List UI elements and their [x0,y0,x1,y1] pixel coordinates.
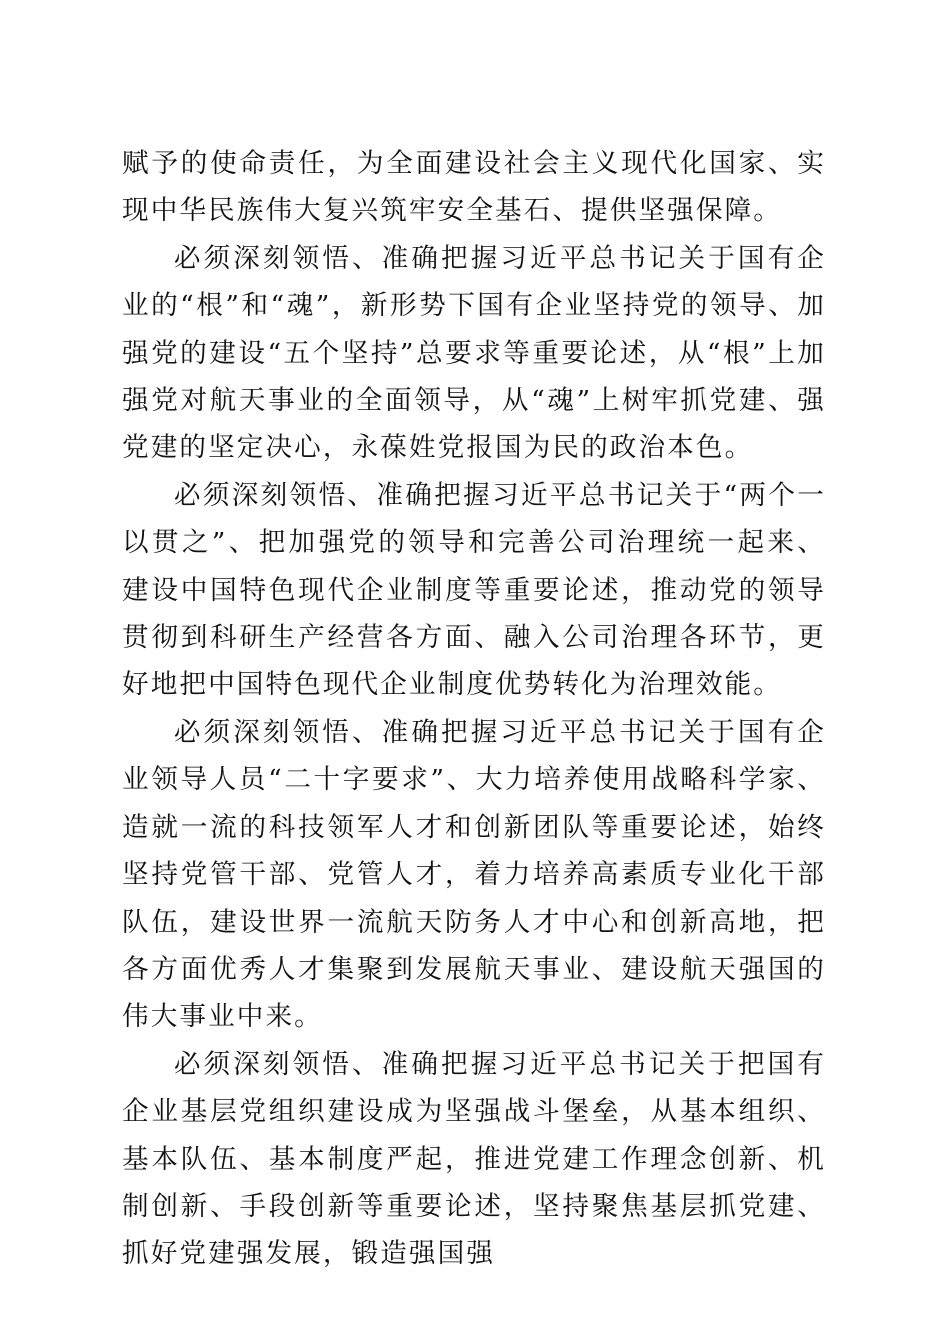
paragraph-4: 必须深刻领悟、准确把握习近平总书记关于国有企业领导人员“二十字要求”、大力培养使用战略科学家、造就一流的科技领军人才和创新团队等重要论述，始终坚持党管干部、党管人才，着力培养高素质专业化干部队伍，建设世界一流航天防务人才中心和创新高地，把各方面优秀人才集聚到发展航天事业、建设航天强国的伟大事业中来。 [122,716,826,1033]
paragraph-5: 必须深刻领悟、准确把握习近平总书记关于把国有企业基层党组织建设成为坚强战斗堡垒，从基本组织、基本队伍、基本制度严起，推进党建工作理念创新、机制创新、手段创新等重要论述，坚持聚焦基层抓党建、抓好党建强发展，锻造强国强 [122,1048,826,1270]
paragraph-2: 必须深刻领悟、准确把握习近平总书记关于国有企业的“根”和“魂”，新形势下国有企业坚持党的领导、加强党的建设“五个坚持”总要求等重要论述，从“根”上加强党对航天事业的全面领导，从“魂”上树牢抓党建、强党建的坚定决心，永葆姓党报国为民的政治本色。 [122,242,826,464]
document-body [122,140,826,1278]
paragraph-3: 必须深刻领悟、准确把握习近平总书记关于“两个一以贯之”、把加强党的领导和完善公司治理统一起来、建设中国特色现代企业制度等重要论述，推动党的领导贯彻到科研生产经营各方面、融入公司治理各环节，更好地把中国特色现代企业制度优势转化为治理效能。 [122,479,826,701]
paragraph-1: 赋予的使命责任，为全面建设社会主义现代化国家、实现中华民族伟大复兴筑牢安全基石、提供坚强保障。 [122,148,826,227]
